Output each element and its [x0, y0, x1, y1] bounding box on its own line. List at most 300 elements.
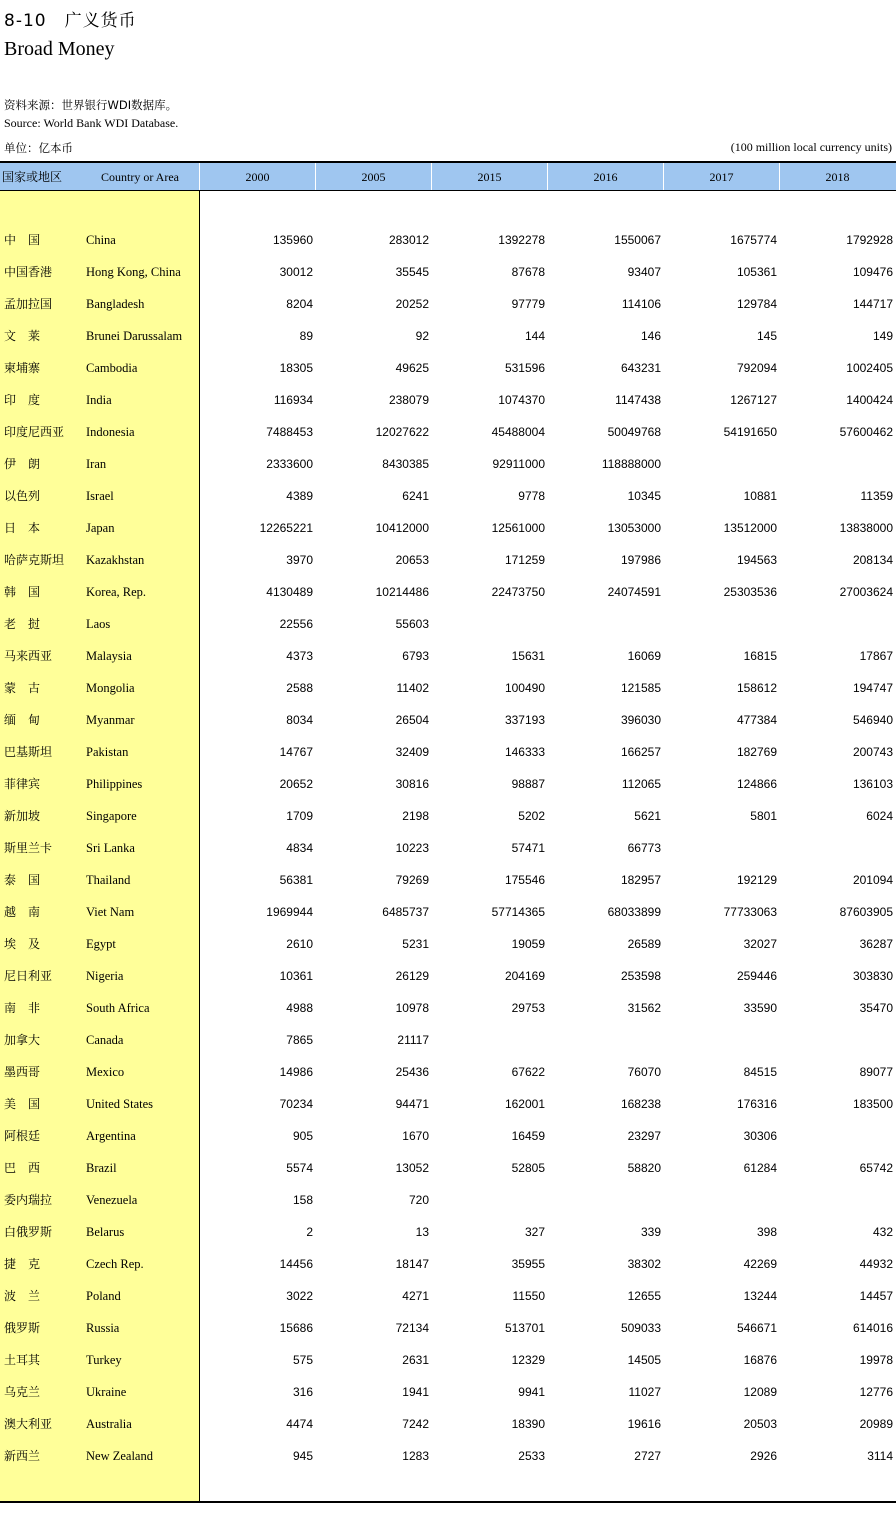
country-name-cn: 南 非	[4, 1001, 41, 1015]
value-cell-2015: 337193	[504, 713, 545, 727]
country-name-cn: 柬埔寨	[4, 361, 41, 375]
value-cell-2005: 18147	[395, 1257, 429, 1271]
country-name-cn: 墨西哥	[4, 1065, 41, 1079]
value-cell-2000: 12265221	[259, 521, 313, 535]
table-row	[0, 1152, 896, 1184]
value-cell-2016: 2727	[634, 1449, 661, 1463]
country-name-en: Viet Nam	[86, 905, 135, 919]
value-cell-2015: 171259	[504, 553, 545, 567]
value-cell-2000: 30012	[279, 265, 313, 279]
value-cell-2005: 20252	[395, 297, 429, 311]
value-cell-2018: 44932	[859, 1257, 893, 1271]
value-cell-2018: 17867	[859, 649, 893, 663]
value-cell-2017	[664, 1184, 777, 1216]
value-cell-2017: 259446	[736, 969, 777, 983]
table-row	[0, 320, 896, 352]
value-cell-2000: 2610	[286, 937, 313, 951]
value-cell-2017	[664, 608, 777, 640]
value-cell-2016: 12655	[627, 1289, 661, 1303]
value-cell-2005: 13	[415, 1225, 429, 1239]
value-cell-2016: 121585	[620, 681, 661, 695]
value-cell-2005: 32409	[395, 745, 429, 759]
country-name-cn: 中国香港	[4, 265, 53, 279]
country-name-cn: 韩 国	[4, 585, 41, 599]
value-cell-2015: 92911000	[492, 457, 545, 471]
table-row	[0, 768, 896, 800]
value-cell-2000: 56381	[279, 873, 313, 887]
value-cell-2015: 57714365	[491, 905, 545, 919]
value-cell-2000: 14986	[279, 1065, 313, 1079]
header-divider	[199, 163, 200, 191]
value-cell-2005: 30816	[395, 777, 429, 791]
value-cell-2005: 7242	[402, 1417, 429, 1431]
value-cell-2016: 146	[640, 329, 661, 343]
value-cell-2015: 57471	[511, 841, 545, 855]
country-name-cn: 新加坡	[4, 809, 41, 823]
value-cell-2005: 10223	[395, 841, 429, 855]
country-name-cn: 泰 国	[4, 873, 41, 887]
table-row	[0, 1120, 896, 1152]
value-cell-2016: 11027	[628, 1385, 661, 1399]
value-cell-2017: 13244	[743, 1289, 777, 1303]
value-cell-2005: 1283	[402, 1449, 429, 1463]
value-cell-2015: 18390	[511, 1417, 545, 1431]
table-row	[0, 1024, 896, 1056]
value-cell-2015: 5202	[518, 809, 545, 823]
value-cell-2005: 10978	[395, 1001, 429, 1015]
value-cell-2018: 1400424	[846, 393, 893, 407]
country-name-cn: 埃 及	[4, 937, 41, 951]
country-name-cn: 美 国	[4, 1097, 41, 1111]
table-row	[0, 608, 896, 640]
table-row	[0, 864, 896, 896]
value-cell-2016: 182957	[620, 873, 661, 887]
country-name-cn: 马来西亚	[4, 649, 53, 663]
value-cell-2005: 6485737	[382, 905, 429, 919]
header-year-2016: 2016	[593, 170, 618, 184]
value-cell-2018: 200743	[852, 745, 893, 759]
country-name-cn: 越 南	[4, 905, 41, 919]
header-year-2015: 2015	[477, 170, 502, 184]
table-row	[0, 896, 896, 928]
country-name-en: Thailand	[86, 873, 131, 887]
value-cell-2016: 166257	[620, 745, 661, 759]
country-name-en: Iran	[86, 457, 107, 471]
country-name-cn: 尼日利亚	[4, 969, 53, 983]
source-note-en: Source: World Bank WDI Database.	[4, 116, 179, 130]
country-name-en: Bangladesh	[86, 297, 145, 311]
country-name-en: Egypt	[86, 937, 116, 951]
country-name-en: Mexico	[86, 1065, 125, 1079]
value-cell-2016	[548, 1024, 661, 1056]
table-row	[0, 544, 896, 576]
table-number-title-cn: 8-10 广义货币	[4, 11, 137, 31]
value-cell-2000: 18305	[279, 361, 313, 375]
header-country-en: Country or Area	[101, 170, 179, 184]
value-cell-2005: 79269	[395, 873, 429, 887]
value-cell-2016: 16069	[627, 649, 661, 663]
value-cell-2005: 25436	[395, 1065, 429, 1079]
value-cell-2018: 57600462	[839, 425, 893, 439]
value-cell-2017: 16876	[743, 1353, 777, 1367]
table-row	[0, 1216, 896, 1248]
value-cell-2015: 146333	[504, 745, 545, 759]
table-title-en: Broad Money	[4, 38, 115, 60]
value-cell-2018	[780, 1120, 893, 1152]
country-name-cn: 中 国	[4, 233, 41, 247]
value-cell-2017: 77733063	[723, 905, 777, 919]
value-cell-2005: 238079	[388, 393, 429, 407]
value-cell-2005: 49625	[395, 361, 429, 375]
value-cell-2016: 197986	[620, 553, 661, 567]
value-cell-2000: 2	[306, 1225, 313, 1239]
value-cell-2016: 23297	[627, 1129, 661, 1143]
table-row	[0, 640, 896, 672]
table-row	[0, 832, 896, 864]
value-cell-2017: 145	[756, 329, 777, 343]
country-name-en: Hong Kong, China	[86, 265, 181, 279]
value-cell-2015: 513701	[504, 1321, 545, 1335]
value-cell-2017: 13512000	[723, 521, 777, 535]
value-cell-2018: 144717	[852, 297, 893, 311]
value-cell-2016: 50049768	[607, 425, 661, 439]
country-name-cn: 澳大利亚	[4, 1417, 53, 1431]
value-cell-2005: 11402	[396, 681, 429, 695]
value-cell-2018: 614016	[852, 1321, 893, 1335]
value-cell-2016: 5621	[634, 809, 661, 823]
country-name-en: India	[86, 393, 112, 407]
country-name-cn: 委内瑞拉	[4, 1193, 53, 1207]
value-cell-2000: 116934	[273, 393, 313, 407]
value-cell-2015: 162001	[504, 1097, 545, 1111]
value-cell-2000: 4474	[286, 1417, 313, 1431]
table-bottom-rule	[0, 1501, 896, 1503]
value-cell-2015: 1392278	[498, 233, 545, 247]
value-cell-2017: 42269	[743, 1257, 777, 1271]
table-row	[0, 1408, 896, 1440]
country-name-cn: 阿根廷	[4, 1129, 41, 1143]
value-cell-2016: 509033	[620, 1321, 661, 1335]
value-cell-2000: 4130489	[266, 585, 313, 599]
value-cell-2017: 2926	[750, 1449, 777, 1463]
country-name-en: Brunei Darussalam	[86, 329, 183, 343]
value-cell-2016: 13053000	[607, 521, 661, 535]
value-cell-2017: 129784	[736, 297, 777, 311]
value-cell-2016: 58820	[627, 1161, 661, 1175]
header-year-2017: 2017	[709, 170, 734, 184]
value-cell-2016: 24074591	[607, 585, 661, 599]
value-cell-2016: 114106	[621, 297, 661, 311]
value-cell-2005: 6241	[402, 489, 429, 503]
value-cell-2018: 12776	[859, 1385, 893, 1399]
value-cell-2018: 27003624	[839, 585, 893, 599]
value-cell-2017: 10881	[743, 489, 777, 503]
country-name-cn: 日 本	[4, 521, 41, 535]
value-cell-2015: 45488004	[491, 425, 545, 439]
value-cell-2015: 9778	[518, 489, 545, 503]
value-cell-2017: 182769	[736, 745, 777, 759]
table-row	[0, 256, 896, 288]
country-name-en: Cambodia	[86, 361, 138, 375]
value-cell-2017: 84515	[743, 1065, 777, 1079]
country-name-cn: 乌克兰	[4, 1385, 41, 1399]
value-cell-2005: 10412000	[375, 521, 429, 535]
value-cell-2000: 158	[292, 1193, 313, 1207]
value-cell-2017: 176316	[736, 1097, 777, 1111]
country-name-cn: 斯里兰卡	[4, 841, 53, 855]
value-cell-2017: 54191650	[723, 425, 777, 439]
value-cell-2018: 183500	[852, 1097, 893, 1111]
country-name-en: Poland	[86, 1289, 121, 1303]
value-cell-2015: 87678	[511, 265, 545, 279]
value-cell-2018: 14457	[859, 1289, 893, 1303]
value-cell-2005: 1941	[402, 1385, 429, 1399]
table-row	[0, 1184, 896, 1216]
value-cell-2005: 72134	[395, 1321, 429, 1335]
value-cell-2017: 194563	[736, 553, 777, 567]
value-cell-2016: 38302	[627, 1257, 661, 1271]
value-cell-2016: 68033899	[607, 905, 661, 919]
value-cell-2005: 283012	[388, 233, 429, 247]
value-cell-2015	[432, 608, 545, 640]
table-row	[0, 1088, 896, 1120]
value-cell-2016: 396030	[620, 713, 661, 727]
header-year-2005: 2005	[361, 170, 386, 184]
country-name-cn: 蒙 古	[4, 681, 41, 695]
value-cell-2000: 2333600	[266, 457, 313, 471]
value-cell-2005: 10214486	[375, 585, 429, 599]
value-cell-2005: 1670	[402, 1129, 429, 1143]
value-cell-2018	[780, 448, 893, 480]
country-name-en: Nigeria	[86, 969, 124, 983]
value-cell-2018: 201094	[852, 873, 893, 887]
country-name-en: Mongolia	[86, 681, 135, 695]
value-cell-2000: 22556	[279, 617, 313, 631]
country-name-en: Sri Lanka	[86, 841, 135, 855]
country-name-en: Malaysia	[86, 649, 132, 663]
value-cell-2015: 12561000	[491, 521, 545, 535]
value-cell-2015: 2533	[518, 1449, 545, 1463]
value-cell-2000: 8204	[286, 297, 313, 311]
country-name-en: South Africa	[86, 1001, 150, 1015]
value-cell-2018: 1002405	[846, 361, 893, 375]
table-row	[0, 1248, 896, 1280]
value-cell-2015: 19059	[511, 937, 545, 951]
country-name-en: Belarus	[86, 1225, 125, 1239]
value-cell-2018: 13838000	[839, 521, 893, 535]
country-name-en: Russia	[86, 1321, 120, 1335]
value-cell-2016: 14505	[627, 1353, 661, 1367]
country-name-en: Kazakhstan	[86, 553, 145, 567]
value-cell-2015: 204169	[504, 969, 545, 983]
value-cell-2017: 20503	[743, 1417, 777, 1431]
table-row	[0, 480, 896, 512]
value-cell-2017: 12089	[743, 1385, 777, 1399]
value-cell-2018: 149	[872, 329, 893, 343]
value-cell-2015	[432, 1024, 545, 1056]
value-cell-2018: 3114	[867, 1449, 893, 1463]
country-name-cn: 加拿大	[4, 1033, 41, 1047]
country-name-en: Pakistan	[86, 745, 129, 759]
table-row	[0, 736, 896, 768]
value-cell-2016: 118888000	[601, 457, 661, 471]
header-divider	[431, 163, 432, 191]
value-cell-2005: 21117	[397, 1033, 429, 1047]
value-cell-2000: 945	[292, 1449, 313, 1463]
table-row	[0, 800, 896, 832]
table-row	[0, 512, 896, 544]
country-name-en: Venezuela	[86, 1193, 138, 1207]
country-name-cn: 土耳其	[4, 1353, 41, 1367]
value-cell-2017: 105361	[736, 265, 777, 279]
header-year-2000: 2000	[245, 170, 270, 184]
table-row	[0, 1376, 896, 1408]
value-cell-2017: 1675774	[730, 233, 777, 247]
value-cell-2000: 7865	[286, 1033, 313, 1047]
country-name-en: China	[86, 233, 116, 247]
value-cell-2018: 20989	[859, 1417, 893, 1431]
country-name-en: Czech Rep.	[86, 1257, 144, 1271]
value-cell-2005: 720	[408, 1193, 429, 1207]
table-row	[0, 352, 896, 384]
value-cell-2017: 192129	[736, 873, 777, 887]
value-cell-2017: 546671	[736, 1321, 777, 1335]
value-cell-2015: 97779	[511, 297, 545, 311]
value-cell-2018: 1792928	[846, 233, 893, 247]
value-cell-2017: 1267127	[730, 393, 777, 407]
value-cell-2005: 55603	[395, 617, 429, 631]
country-name-cn: 缅 甸	[4, 713, 41, 727]
value-cell-2005: 2198	[402, 809, 429, 823]
value-cell-2018: 6024	[866, 809, 893, 823]
unit-label-cn: 单位：亿本币	[4, 141, 73, 155]
table-row	[0, 1280, 896, 1312]
header-divider	[779, 163, 780, 191]
country-name-cn: 以色列	[4, 489, 41, 503]
country-name-en: Canada	[86, 1033, 124, 1047]
value-cell-2018: 89077	[859, 1065, 893, 1079]
value-cell-2017: 158612	[736, 681, 777, 695]
table-row	[0, 704, 896, 736]
value-cell-2000: 89	[299, 329, 313, 343]
value-cell-2005: 26504	[395, 713, 429, 727]
country-name-en: Brazil	[86, 1161, 117, 1175]
value-cell-2016: 339	[640, 1225, 661, 1239]
country-name-cn: 印度尼西亚	[4, 425, 65, 439]
value-cell-2005: 8430385	[382, 457, 429, 471]
country-name-cn: 孟加拉国	[4, 297, 53, 311]
value-cell-2005: 12027622	[375, 425, 429, 439]
value-cell-2018	[780, 608, 893, 640]
value-cell-2005: 20653	[395, 553, 429, 567]
value-cell-2016: 1550067	[614, 233, 661, 247]
value-cell-2018: 546940	[852, 713, 893, 727]
value-cell-2018: 432	[872, 1225, 893, 1239]
header-divider	[315, 163, 316, 191]
value-cell-2000: 1709	[286, 809, 313, 823]
value-cell-2005: 5231	[402, 937, 429, 951]
value-cell-2016: 10345	[627, 489, 661, 503]
table-row	[0, 1440, 896, 1472]
country-name-cn: 哈萨克斯坦	[4, 553, 65, 567]
value-cell-2018: 87603905	[839, 905, 893, 919]
country-name-en: Singapore	[86, 809, 137, 823]
value-cell-2015: 531596	[504, 361, 545, 375]
value-cell-2015: 175546	[504, 873, 545, 887]
value-cell-2000: 20652	[279, 777, 313, 791]
country-name-cn: 捷 克	[4, 1257, 41, 1271]
value-cell-2016: 26589	[627, 937, 661, 951]
value-cell-2005: 4271	[402, 1289, 429, 1303]
value-cell-2018: 19978	[859, 1353, 893, 1367]
header-divider	[547, 163, 548, 191]
value-cell-2000: 905	[292, 1129, 313, 1143]
table-row	[0, 384, 896, 416]
table-row	[0, 672, 896, 704]
value-cell-2016: 253598	[620, 969, 661, 983]
country-name-en: Turkey	[86, 1353, 122, 1367]
table-row	[0, 928, 896, 960]
value-cell-2000: 4373	[286, 649, 313, 663]
country-name-en: Philippines	[86, 777, 143, 791]
table-row	[0, 576, 896, 608]
table-row	[0, 224, 896, 256]
value-cell-2015: 12329	[511, 1353, 545, 1367]
country-name-en: Israel	[86, 489, 114, 503]
country-name-en: Korea, Rep.	[86, 585, 147, 599]
value-cell-2016: 112065	[621, 777, 661, 791]
source-note-cn: 资料来源：世界银行WDI数据库。	[4, 98, 178, 112]
value-cell-2015: 35955	[511, 1257, 545, 1271]
value-cell-2000: 8034	[286, 713, 313, 727]
value-cell-2017: 124866	[736, 777, 777, 791]
country-name-cn: 巴基斯坦	[4, 745, 53, 759]
header-divider	[663, 163, 664, 191]
value-cell-2000: 575	[292, 1353, 313, 1367]
table-row	[0, 1056, 896, 1088]
header-country-cn: 国家或地区	[2, 170, 63, 184]
country-name-cn: 新西兰	[4, 1449, 41, 1463]
value-cell-2005: 6793	[402, 649, 429, 663]
table-row	[0, 416, 896, 448]
country-name-cn: 文 莱	[4, 329, 41, 343]
value-cell-2018: 65742	[859, 1161, 893, 1175]
value-cell-2018: 109476	[852, 265, 893, 279]
country-name-en: Argentina	[86, 1129, 136, 1143]
value-cell-2015: 67622	[511, 1065, 545, 1079]
value-cell-2018: 36287	[859, 937, 893, 951]
value-cell-2017: 25303536	[723, 585, 777, 599]
country-name-cn: 菲律宾	[4, 777, 41, 791]
table-row	[0, 960, 896, 992]
value-cell-2000: 4988	[286, 1001, 313, 1015]
value-cell-2016: 643231	[620, 361, 661, 375]
value-cell-2016: 168238	[620, 1097, 661, 1111]
value-cell-2015	[432, 1184, 545, 1216]
value-cell-2000: 5574	[286, 1161, 313, 1175]
value-cell-2000: 3022	[286, 1289, 313, 1303]
country-name-cn: 巴 西	[4, 1161, 41, 1175]
value-cell-2017: 398	[756, 1225, 777, 1239]
value-cell-2018: 194747	[852, 681, 893, 695]
country-name-cn: 白俄罗斯	[4, 1225, 53, 1239]
value-cell-2015: 11550	[512, 1289, 545, 1303]
country-name-en: Ukraine	[86, 1385, 127, 1399]
value-cell-2015: 144	[524, 329, 545, 343]
table-header	[0, 163, 896, 191]
value-cell-2015: 22473750	[491, 585, 545, 599]
value-cell-2000: 3970	[286, 553, 313, 567]
